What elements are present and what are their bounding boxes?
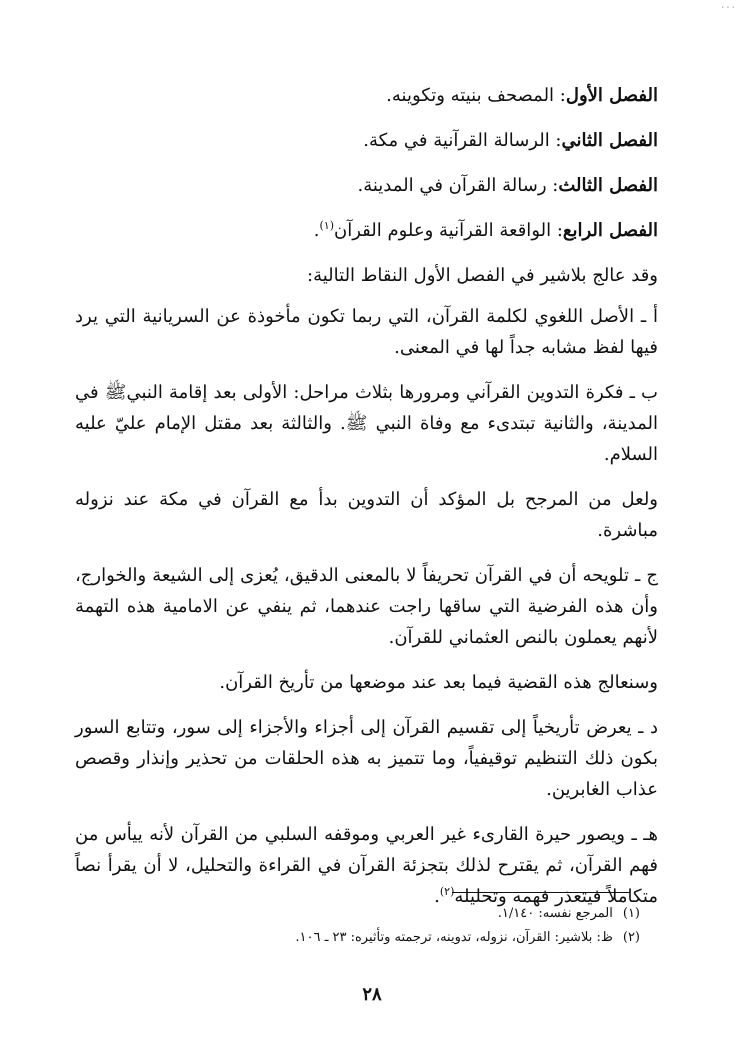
- chapter-label: الفصل الثالث: [558, 175, 658, 196]
- page-number: ٢٨: [362, 984, 382, 1005]
- paragraph-ba: ب ـ فكرة التدوين القرآني ومرورها بثلاث مراحل: الأولى بعد إقامة النبيﷺ في المدينة، والثانية تبتدىء مع وفاة النبي ﷺ. والثالثة بعد مقتل الإمام عليّ عليه السلام.: [75, 382, 658, 465]
- footnote-separator: [452, 892, 630, 893]
- chapter-punct: .: [313, 220, 320, 241]
- footnote-1: [75, 902, 640, 926]
- page-corner-mark: ٠٠٠: [719, 2, 736, 13]
- footnote-text: المرجع نفسه: ١/١٤٠.: [497, 906, 613, 921]
- paragraph-ha: [75, 819, 658, 912]
- paragraph-alif: أ ـ الأصل اللغوي لكلمة القرآن، التي ربما تكون مأخوذة عن السريانية التي يرد فيها لفظ مشابه جداً لها في المعنى.: [75, 306, 658, 358]
- footnote-2: [75, 926, 640, 950]
- paragraph-comment-1: ولعل من المرجح بل المؤكد أن التدوين بدأ مع القرآن في مكة عند نزوله مباشرة.: [75, 489, 658, 541]
- footnote-number: (١): [622, 906, 640, 921]
- book-page-body: [75, 80, 658, 926]
- footnote-number: (٢): [622, 930, 640, 945]
- chapter-title: : المصحف بنيته وتكوينه.: [386, 85, 566, 106]
- chapter-label: الفصل الثاني: [561, 130, 658, 151]
- intro-line: وقد عالج بلاشير في الفصل الأول النقاط التالية:: [307, 265, 658, 286]
- footnote-text: ظ: بلاشير: القرآن، نزوله، تدوينه، ترجمته وتأثيره: ٢٣ ـ ١٠٦.: [295, 930, 613, 945]
- footnotes: [75, 902, 640, 950]
- chapter-line-2: [75, 125, 658, 156]
- chapter-line-3: [75, 170, 658, 201]
- chapter-title: : الواقعة القرآنية وعلوم القرآن: [334, 220, 563, 241]
- footnote-ref-2[interactable]: (٢): [439, 885, 455, 898]
- chapter-label: الفصل الأول: [565, 85, 658, 106]
- chapter-title: : الرسالة القرآنية في مكة.: [363, 130, 562, 151]
- footnote-ref-1[interactable]: (١): [319, 219, 335, 232]
- chapter-line-4: [75, 215, 658, 246]
- paragraph-ha-punct: .: [434, 886, 440, 907]
- chapter-label: الفصل الرابع: [562, 220, 658, 241]
- chapter-title: : رسالة القرآن في المدينة.: [357, 175, 559, 196]
- paragraph-ha-text: هـ ـ ويصور حيرة القارىء غير العربي وموقفه السلبي من القرآن لأنه ييأس من فهم القرآن، ثم يقترح لذلك بتجزئة القرآن في القراءة والتحليل، لا أن يقرأ نصاً متكاملاً فيتعذر فهمه وتحليله: [75, 824, 658, 907]
- paragraph-comment-2: وسنعالج هذه القضية فيما بعد عند موضعها من تأريخ القرآن.: [219, 672, 658, 693]
- chapter-line-1: [75, 80, 658, 111]
- paragraph-dal: د ـ يعرض تأريخياً إلى تقسيم القرآن إلى أجزاء والأجزاء إلى سور، وتتابع السور بكون ذلك التنظيم توقيفياً، وما تتميز به هذه الحلقات من تحذير وإنذار وقصص عذاب الغابرين.: [75, 717, 658, 800]
- paragraph-jim: ج ـ تلويحه أن في القرآن تحريفاً لا بالمعنى الدقيق، يُعزى إلى الشيعة والخوارج، وأن هذه الفرضية التي ساقها راجت عندهما، ثم ينفي عن الامامية هذه التهمة لأنهم يعملون بالنص العثماني للقرآن.: [75, 565, 658, 648]
